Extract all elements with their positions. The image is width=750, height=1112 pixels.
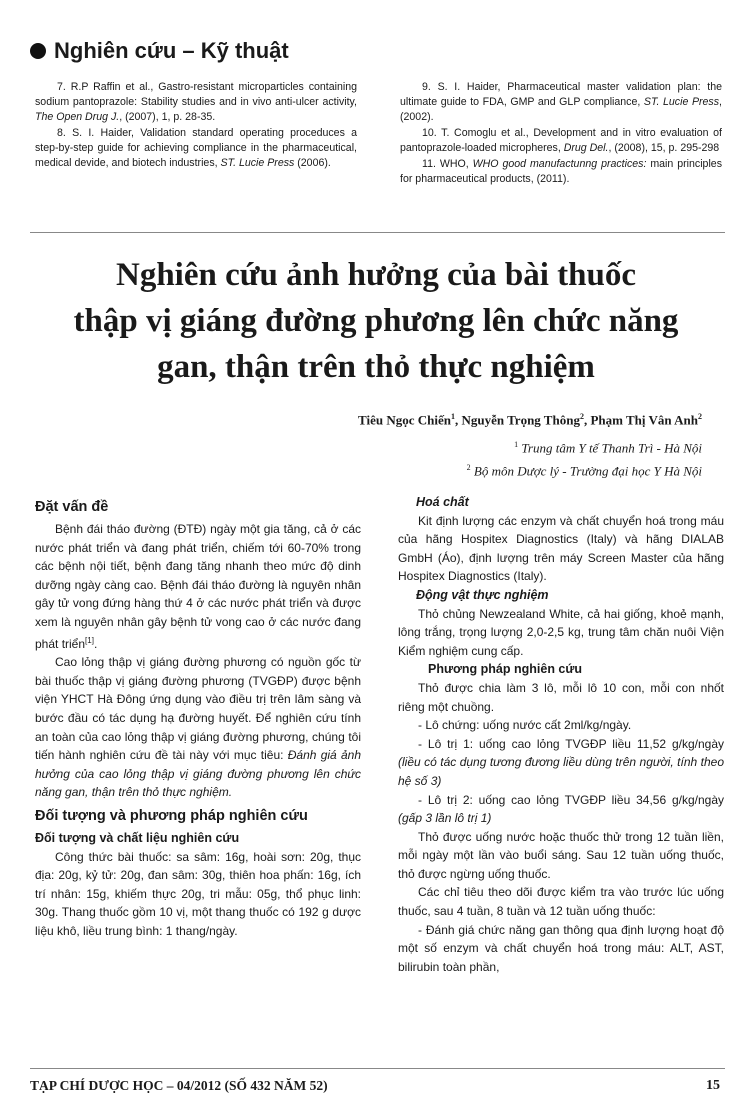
section-title: Nghiên cứu – Kỹ thuật bbox=[54, 38, 289, 63]
heading-chemicals: Hoá chất bbox=[416, 495, 469, 509]
paragraph: Các chỉ tiêu theo dõi được kiểm tra vào trước lúc uống thuốc, sau 4 tuần, 8 tuần và 12 tuần uống thuốc: bbox=[398, 885, 724, 919]
body-column-right bbox=[398, 493, 724, 976]
divider bbox=[30, 1068, 725, 1069]
objective-text: Đánh giá ảnh hưởng của cao lỏng thập vị giáng đường phương lên chức năng gan, thận trên thỏ thực nghiệm. bbox=[35, 748, 361, 800]
authors: Tiêu Ngọc Chiến$^1$, Nguyễn Trọng Thông$^2$, Phạm Thị Vân Anh$^2$ bbox=[358, 412, 702, 428]
paragraph: Thỏ được chia làm 3 lô, mỗi lô 10 con, mỗi con nhốt riêng một chuồng. bbox=[398, 680, 724, 714]
title-line: thập vị giáng đường phương lên chức năng bbox=[73, 303, 679, 339]
references-right bbox=[400, 80, 722, 188]
citation: [1] bbox=[85, 635, 94, 645]
article-title bbox=[40, 252, 712, 390]
author-name: Phạm Thị Vân Anh bbox=[590, 412, 698, 428]
paragraph: Cao lỏng thập vị giáng đường phương có nguồn gốc từ bài thuốc thập vị giáng đường phương (TVGĐP) được bệnh viện YHCT Hà Đông ứng dụng vào điều trị trên lâm sàng và bước đầu có tác dụng hạ đường huyết. Để nghiên cứu tính an toàn của cao lỏng thập vị giáng đường phương, chúng tôi tiến hành nghiên cứu đề tài này với mục tiêu: Đánh giá ảnh hưởng của cao lỏng thập vị giáng đường phương lên chức năng gan, thận trên thỏ thực nghiệm. bbox=[35, 655, 361, 800]
reference-item: 7. R.P Raffin et al., Gastro-resistant microparticles containing sodium pantoprazole: Stability studies and in vivo anti-ulcer activity, The Open Drug J., (2007), 1, p. 28-35. bbox=[35, 81, 357, 123]
paragraph: - Lô trị 2: uống cao lỏng TVGĐP liều 34,56 g/kg/ngày (gấp 3 lần lô trị 1) bbox=[398, 792, 724, 826]
heading-animals: Động vật thực nghiệm bbox=[416, 587, 549, 602]
paragraph: Kit định lượng các enzym và chất chuyển hoá trong máu của hãng Hospitex Diagnostics (Italy) và hãng DIALAB GmbH (Áo), định lượng trên máy Screen Master của hãng Hospitex Diagnostics (Italy). bbox=[398, 513, 724, 584]
reference-item: 11. WHO, WHO good manufactunng practices: main principles for pharmaceutical products, (2011). bbox=[400, 158, 722, 185]
divider bbox=[30, 232, 725, 233]
reference-item: 9. S. I. Haider, Pharmaceutical master validation plan: the ultimate guide to FDA, GMP and GLP compliance, ST. Lucie Press, (2002). bbox=[400, 81, 722, 123]
reference-item: 10. T. Comoglu et al., Development and in vitro evaluation of pantoprazole-loaded micropheres, Drug Del., (2008), 15, p. 295-298 bbox=[400, 127, 722, 154]
paragraph: - Lô chứng: uống nước cất 2ml/kg/ngày. bbox=[418, 718, 632, 733]
affiliation: $^2$ Bộ môn Dược lý - Trường đại học Y Hà Nội bbox=[466, 463, 702, 479]
heading-materials: Đối tượng và chất liệu nghiên cứu bbox=[35, 830, 240, 845]
author-name: Tiêu Ngọc Chiến bbox=[358, 412, 451, 428]
bullet-icon bbox=[30, 43, 46, 59]
paragraph: - Đánh giá chức năng gan thông qua định lượng hoạt độ một số enzym và chất chuyển hoá trong máu: ALT, AST, bilirubin toàn phần, bbox=[398, 922, 724, 974]
reference-item: 8. S. I. Haider, Validation standard operating proceduces a step-by-step guide for achieving compliance in the pharmaceutical, medical devide, and biotech industries, ST. Lucie Press (2006). bbox=[35, 127, 357, 169]
page-number: 15 bbox=[706, 1078, 720, 1093]
references-left bbox=[35, 80, 357, 172]
paragraph: Bệnh đái tháo đường (ĐTĐ) ngày một gia tăng, cả ở các nước phát triển và đang phát triển, chiếm tới 60-70% trong các bệnh nội tiết, bệnh đang tăng nhanh theo mức độ dinh dưỡng ngày càng cao. Bệnh đái tháo đường là nguyên nhân gây tử vong đứng hàng thứ 4 ở các nước phát triển và được xem là nguyên nhân gây bệnh tử vong cao ở các nước đang phát triển[1]. bbox=[35, 522, 361, 651]
title-line: Nghiên cứu ảnh hưởng của bài thuốc bbox=[115, 257, 636, 293]
affiliation: $^1$ Trung tâm Y tế Thanh Trì - Hà Nội bbox=[514, 440, 702, 456]
heading-method: Phương pháp nghiên cứu bbox=[428, 662, 583, 677]
heading-introduction: Đặt vấn đề bbox=[35, 499, 109, 515]
paragraph: Thỏ chủng Newzealand White, cả hai giống, khoẻ mạnh, lông trắng, trọng lượng 2,0-2,5 kg, trung tâm chăn nuôi Viện Kiểm nghiệm cung cấp. bbox=[398, 606, 724, 658]
paragraph: Thỏ được uống nước hoặc thuốc thử trong 12 tuần liền, mỗi ngày một lần vào buổi sáng. Sau 12 tuần uống thuốc, thỏ được ngừng uống thuốc. bbox=[398, 829, 724, 881]
author-name: Nguyễn Trọng Thông bbox=[461, 412, 580, 428]
paragraph: Công thức bài thuốc: sa sâm: 16g, hoài sơn: 20g, thục địa: 20g, kỷ tử: 20g, đan sâm: 30g, thiên hoa phấn: 16g, ích trí nhân: 15g, khiếm thực 20g, tri mẫu: 05g, thổ phục linh: 30g. Thang thuốc gồm 10 vị, một thang thuốc có 192 g dược liệu khô, liều trung bình: 1 thang/ngày. bbox=[35, 849, 361, 938]
heading-methods: Đối tượng và phương pháp nghiên cứu bbox=[35, 807, 308, 824]
body-column-left bbox=[35, 493, 361, 940]
paragraph: - Lô trị 1: uống cao lỏng TVGĐP liều 11,52 g/kg/ngày (liều có tác dụng tương đương liều dùng trên người, tính theo hệ số 3) bbox=[398, 736, 724, 788]
footer-journal: TẠP CHÍ DƯỢC HỌC – 04/2012 (SỐ 432 NĂM 52) bbox=[30, 1078, 328, 1093]
section-header bbox=[30, 38, 289, 64]
title-line: gan, thận trên thỏ thực nghiệm bbox=[157, 349, 595, 385]
